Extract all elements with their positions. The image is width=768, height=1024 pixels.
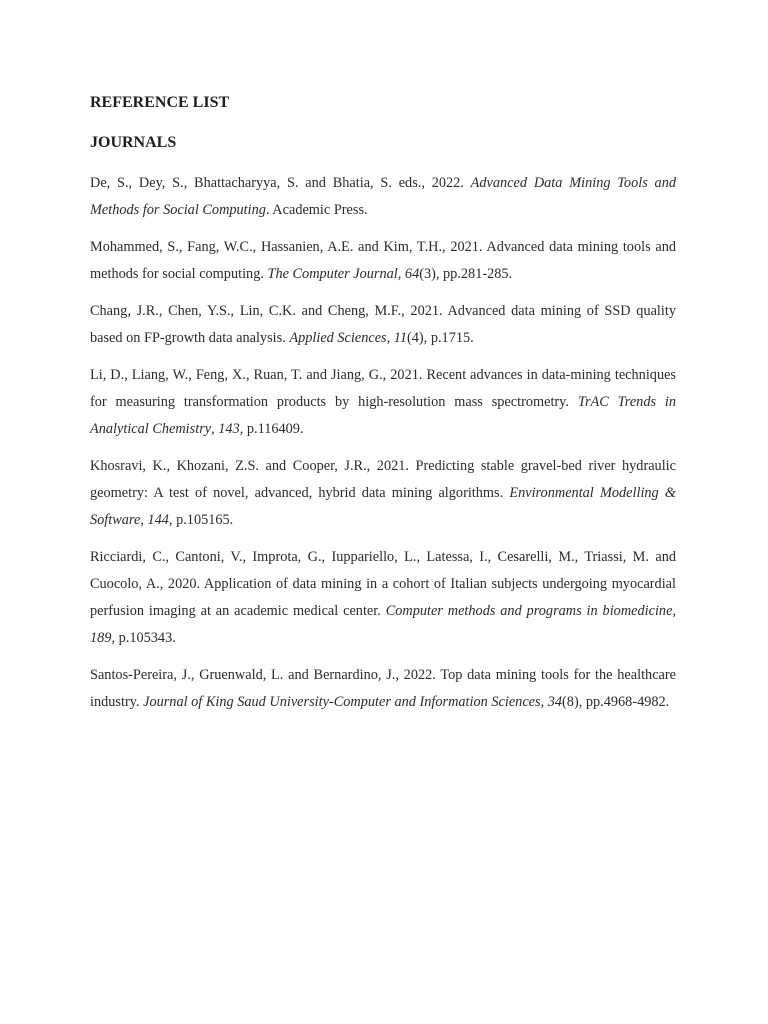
reference-text: ,	[140, 512, 148, 528]
reference-text: Li, D., Liang, W., Feng, X., Ruan, T. and Jiang, G., 2021. Recent advances in data-mining techniques for measuring transformation products by high-resolution mass spectrometry.	[90, 367, 676, 410]
reference-italic-text: 143	[218, 421, 240, 437]
reference-text: ,	[672, 603, 676, 619]
reference-italic-text: 64	[404, 266, 420, 282]
reference-text: , p.105165.	[168, 512, 234, 528]
reference-list	[90, 170, 676, 716]
reference-text: (8), pp.4968-4982.	[562, 694, 670, 710]
reference-item	[90, 234, 676, 288]
reference-item	[90, 362, 676, 443]
reference-item	[90, 662, 676, 716]
reference-italic-text: The Computer Journal	[267, 266, 398, 282]
reference-text: ,	[211, 421, 219, 437]
reference-italic-text: 189	[90, 630, 112, 646]
reference-italic-text: Environmental Modelling & Software	[90, 485, 676, 528]
reference-text: Khosravi, K., Khozani, Z.S. and Cooper, J.R., 2021. Predicting stable gravel-bed river hydraulic geometry: A test of novel, advanced, hybrid data mining algorithms.	[90, 458, 676, 501]
reference-italic-text: Journal of King Saud University-Computer and Information Sciences	[143, 694, 541, 710]
section-heading: JOURNALS	[90, 134, 177, 151]
reference-text: De, S., Dey, S., Bhattacharyya, S. and Bhatia, S. eds., 2022.	[90, 175, 471, 191]
reference-item	[90, 544, 676, 652]
reference-item	[90, 453, 676, 534]
reference-italic-text: Computer methods and programs in biomedicine	[385, 603, 673, 619]
reference-text: (4), p.1715.	[407, 330, 474, 346]
reference-text: . Academic Press.	[265, 202, 368, 218]
reference-item	[90, 170, 676, 224]
reference-italic-text: Applied Sciences	[289, 330, 387, 346]
reference-text: Ricciardi, C., Cantoni, V., Improta, G., Iuppariello, L., Latessa, I., Cesarelli, M., Triassi, M. and Cuocolo, A., 2020. Application of data mining in a cohort of Italian subjects undergoing myocardial perfusion imaging at an academic medical center.	[90, 549, 676, 619]
page-title: REFERENCE LIST	[90, 94, 230, 111]
reference-text: ,	[386, 330, 394, 346]
reference-italic-text: 34	[547, 694, 563, 710]
reference-text: Santos-Pereira, J., Gruenwald, L. and Bernardino, J., 2022. Top data mining tools for the healthcare industry.	[90, 667, 676, 710]
reference-text: ,	[540, 694, 548, 710]
reference-italic-text: 11	[393, 330, 408, 346]
reference-item	[90, 298, 676, 352]
reference-text: Mohammed, S., Fang, W.C., Hassanien, A.E. and Kim, T.H., 2021. Advanced data mining tools and methods for social computing.	[90, 239, 676, 282]
reference-italic-text: 144	[147, 512, 169, 528]
reference-text: Chang, J.R., Chen, Y.S., Lin, C.K. and Cheng, M.F., 2021. Advanced data mining of SSD quality based on FP-growth data analysis.	[90, 303, 676, 346]
reference-italic-text: Advanced Data Mining Tools and Methods for Social Computing	[90, 175, 676, 218]
reference-text: ,	[397, 266, 405, 282]
reference-text: , p.116409.	[239, 421, 304, 437]
reference-text: (3), pp.281-285.	[419, 266, 513, 282]
reference-text: , p.105343.	[111, 630, 176, 646]
reference-italic-text: TrAC Trends in Analytical Chemistry	[90, 394, 676, 437]
document-page	[90, 88, 676, 726]
